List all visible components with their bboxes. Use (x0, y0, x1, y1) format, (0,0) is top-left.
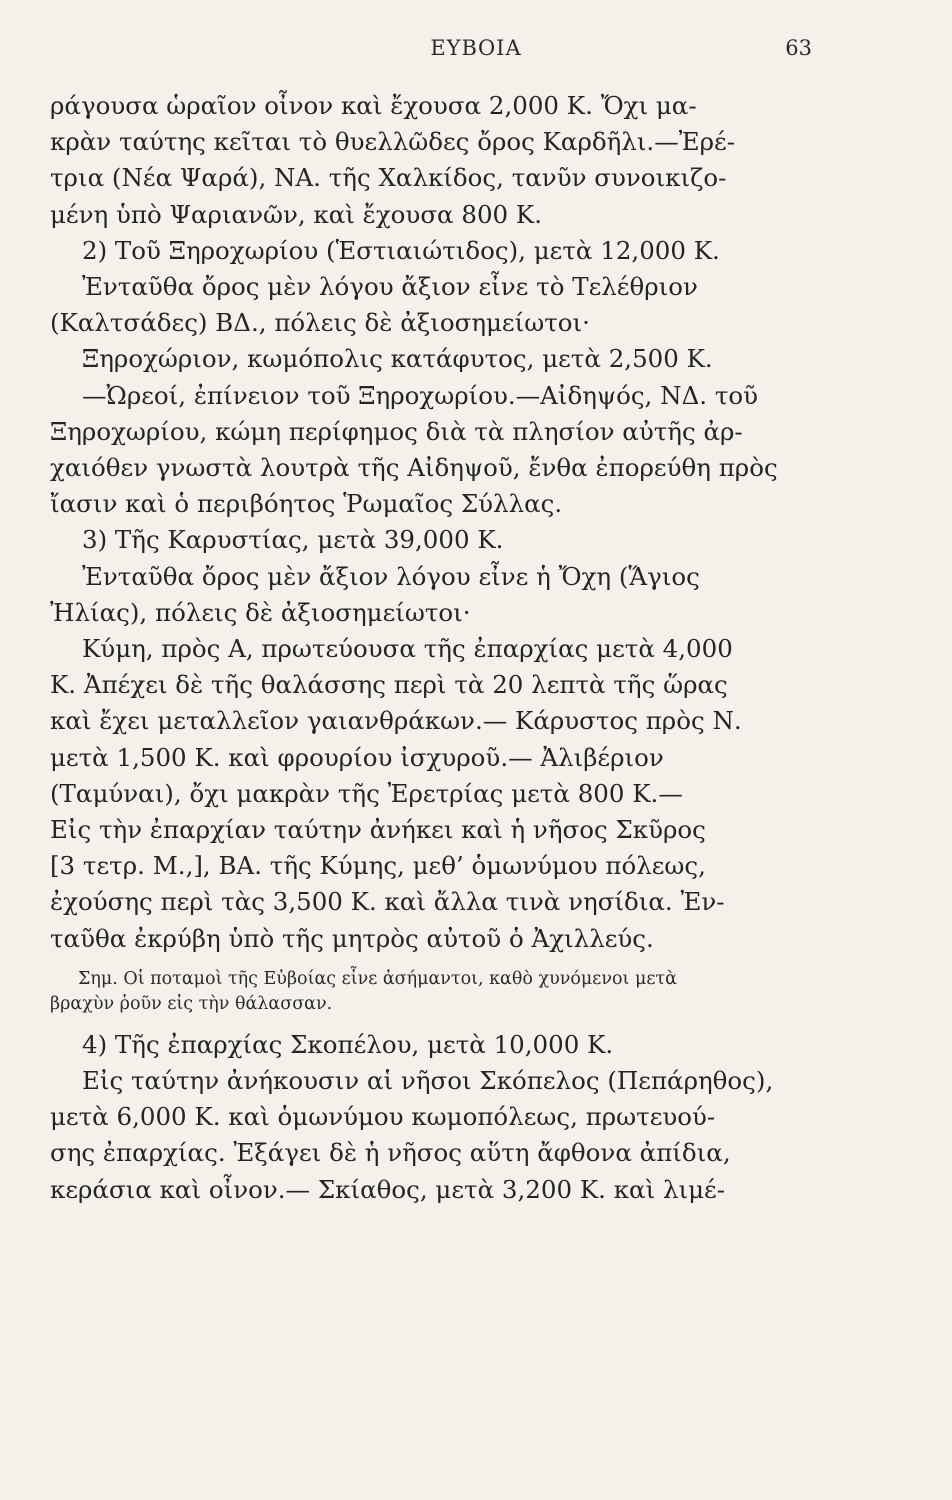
text-line: ταῦθα ἐκρύβη ὑπὸ τῆς μητρὸς αὐτοῦ ὁ Ἀχιλλεύς. (50, 923, 654, 953)
text-line: 4) Τῆς ἐπαρχίας Σκοπέλου, μετὰ 10,000 Κ. (82, 1029, 614, 1059)
text-line: Ξηροχώριον, κωμόπολις κατάφυτος, μετὰ 2,500 Κ. (82, 344, 713, 374)
page-body (50, 88, 810, 1208)
note-line: βραχὺν ῥοῦν εἰς τὴν θάλασσαν. (50, 993, 333, 1014)
page-header (0, 36, 952, 70)
text-line: ἐχούσης περὶ τὰς 3,500 Κ. καὶ ἄλλα τινὰ νησίδια. Ἐν- (50, 887, 725, 917)
text-line: Ἠλίας), πόλεις δὲ ἀξιοσημείωτοι· (50, 597, 471, 627)
text-line: κεράσια καὶ οἶνον.— Σκίαθος, μετὰ 3,200 Κ. καὶ λιμέ- (50, 1174, 726, 1204)
text-line: ἴασιν καὶ ὁ περιβόητος Ῥωμαῖος Σύλλας. (50, 489, 563, 519)
text-line: —Ὠρεοί, ἐπίνειον τοῦ Ξηροχωρίου.—Αἰδηψός, ΝΔ. τοῦ (82, 380, 759, 410)
text-line: Ξηροχωρίου, κώμη περίφημος διὰ τὰ πλησίον αὐτῆς ἀρ- (50, 416, 743, 446)
text-line: Εἰς τὴν ἐπαρχίαν ταύτην ἀνήκει καὶ ἡ νῆσος Σκῦρος (50, 815, 706, 845)
text-line: Κ. Ἀπέχει δὲ τῆς θαλάσσης περὶ τὰ 20 λεπτὰ τῆς ὥρας (50, 670, 728, 700)
text-line: Κύμη, πρὸς Α, πρωτεύουσα τῆς ἐπαρχίας μετὰ 4,000 (82, 634, 733, 664)
text-line: Ἐνταῦθα ὄρος μὲν ἄξιον λόγου εἶνε ἡ Ὄχη (Ἅγιος (82, 561, 700, 591)
text-line: 2) Τοῦ Ξηροχωρίου (Ἑστιαιώτιδος), μετὰ 12,000 Κ. (82, 235, 720, 265)
main-text-block (50, 88, 810, 957)
page-number: 63 (785, 36, 812, 60)
footnote (50, 967, 810, 1017)
text-line: (Ταμύναι), ὄχι μακρὰν τῆς Ἐρετρίας μετὰ 800 Κ.— (50, 778, 683, 808)
note-line: Σημ. Οἱ ποταμοὶ τῆς Εὐβοίας εἶνε ἀσήμαντοι, καθὸ χυνόμενοι μετὰ (78, 968, 677, 989)
text-line: τρια (Νέα Ψαρά), ΝΑ. τῆς Χαλκίδος, τανῦν συνοικιζο- (50, 163, 727, 193)
text-line: Ἐνταῦθα ὄρος μὲν λόγου ἄξιον εἶνε τὸ Τελέθριον (82, 272, 698, 302)
text-line: κρὰν ταύτης κεῖται τὸ θυελλῶδες ὄρος Καρδῆλι.—Ἐρέ- (50, 127, 735, 157)
text-line: Εἰς ταύτην ἀνήκουσιν αἱ νῆσοι Σκόπελος (Πεπάρηθος), (82, 1066, 774, 1096)
text-line: 3) Τῆς Καρυστίας, μετὰ 39,000 Κ. (82, 525, 504, 555)
text-line: μένη ὑπὸ Ψαριανῶν, καὶ ἔχουσα 800 Κ. (50, 199, 543, 229)
text-line: ράγουσα ὡραῖον οἶνον καὶ ἔχουσα 2,000 Κ. Ὄχι μα- (50, 91, 697, 120)
text-line: (Καλτσάδες) ΒΔ., πόλεις δὲ ἀξιοσημείωτοι· (50, 308, 590, 338)
running-title: ΕΥΒΟΙΑ (430, 36, 522, 60)
text-line: χαιόθεν γνωστὰ λουτρὰ τῆς Αἰδηψοῦ, ἔνθα ἐπορεύθη πρὸς (50, 453, 778, 483)
text-line: σης ἐπαρχίας. Ἐξάγει δὲ ἡ νῆσος αὕτη ἄφθονα ἀπίδια, (50, 1138, 731, 1168)
text-line: μετὰ 1,500 Κ. καὶ φρουρίου ἰσχυροῦ.— Ἀλιβέριον (50, 742, 664, 772)
text-line: μετὰ 6,000 Κ. καὶ ὁμωνύμου κωμοπόλεως, πρωτευού- (50, 1102, 716, 1132)
continued-text-block (50, 1027, 810, 1208)
text-line: καὶ ἔχει μεταλλεῖον γαιανθράκων.— Κάρυστος πρὸς Ν. (50, 706, 742, 736)
text-line: [3 τετρ. Μ.,], ΒΑ. τῆς Κύμης, μεθ’ ὁμωνύμου πόλεως, (50, 851, 706, 881)
